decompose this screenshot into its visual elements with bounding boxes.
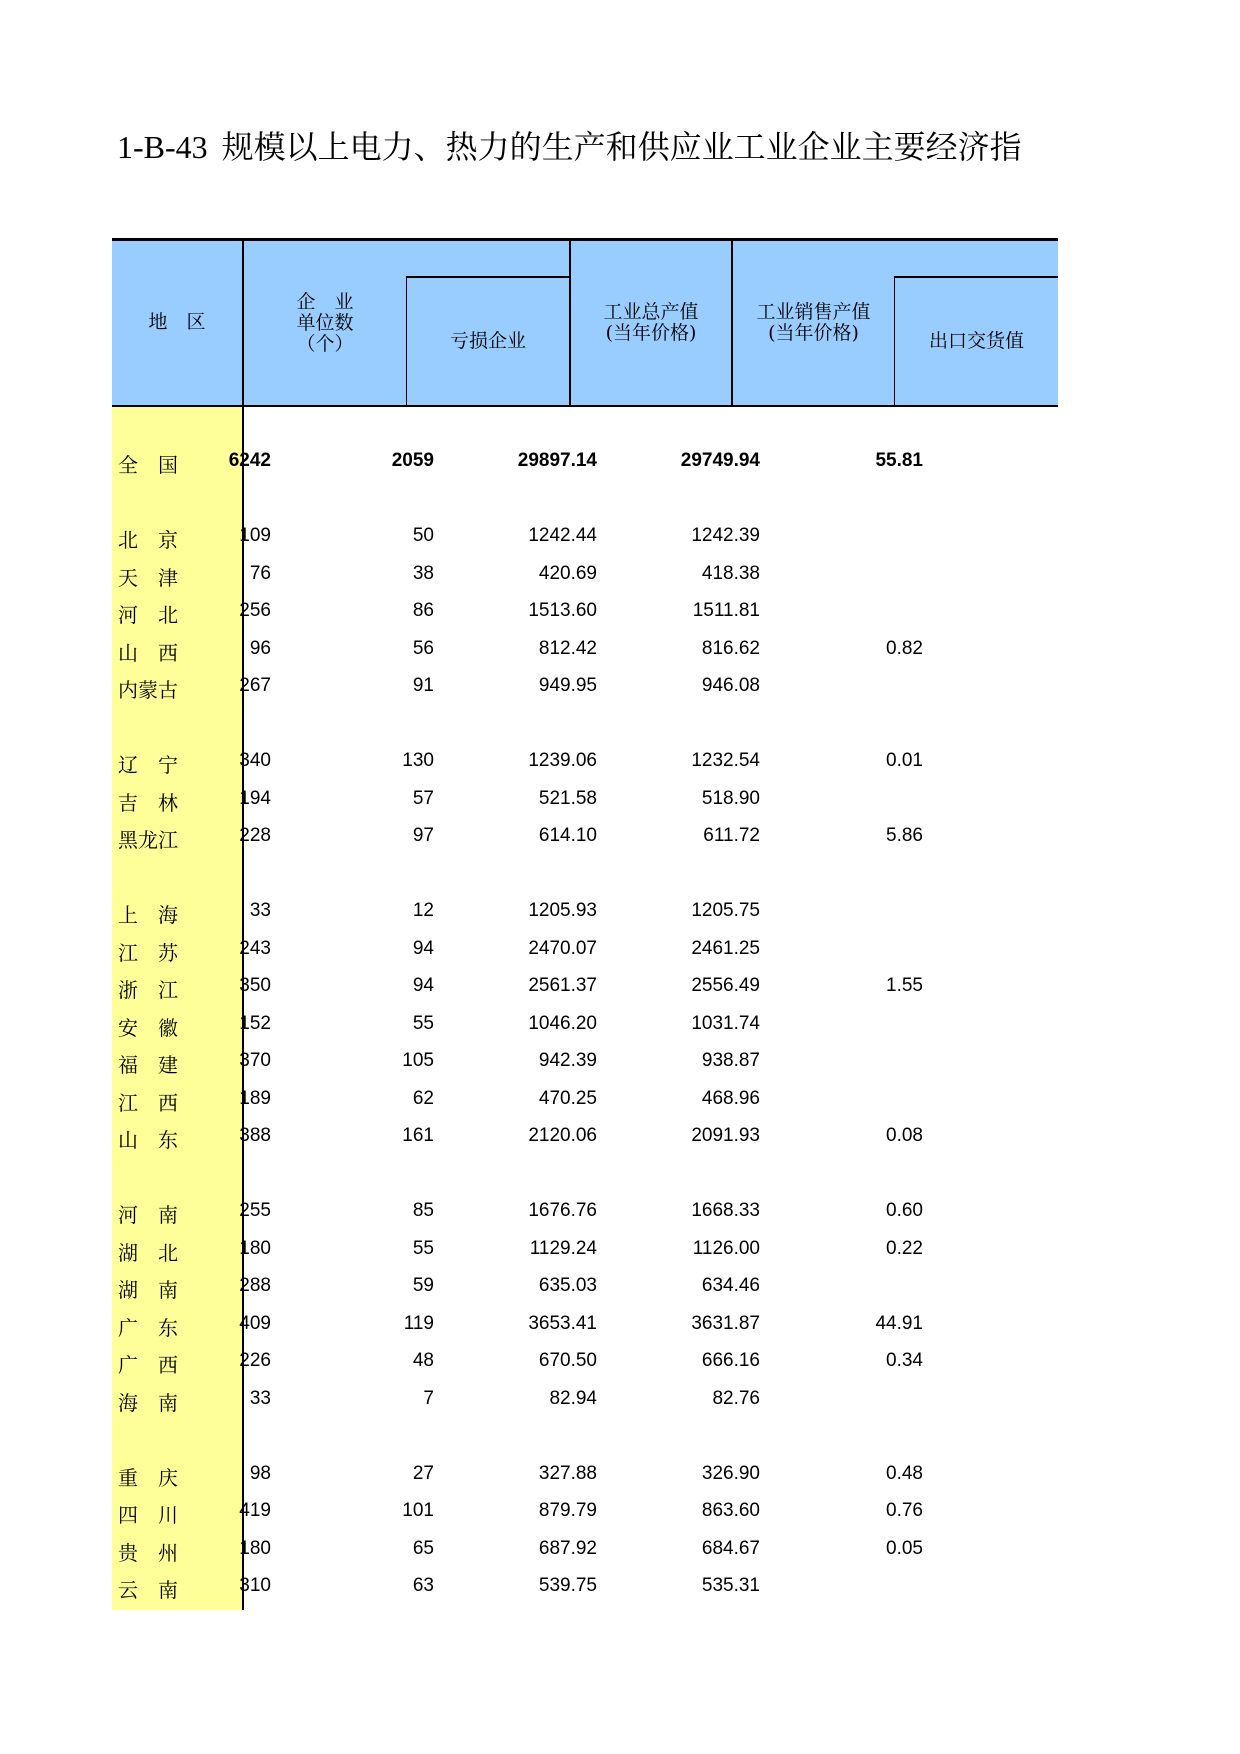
cell-export: 5.86 — [886, 825, 923, 846]
table-row — [112, 1531, 1058, 1567]
cell-units: 267 — [239, 675, 271, 696]
region-name: 云 南 — [118, 1578, 178, 1602]
region-name: 全 国 — [118, 453, 178, 477]
table-row — [112, 743, 1058, 779]
cell-gross: 879.79 — [538, 1500, 597, 1521]
cell-export: 44.91 — [875, 1313, 923, 1334]
header-region: 地 区 — [148, 311, 206, 333]
cell-sales: 2091.93 — [691, 1125, 760, 1146]
cell-export: 0.34 — [886, 1350, 923, 1371]
cell-sales: 2556.49 — [691, 975, 760, 996]
header-bottom-border — [112, 405, 1058, 407]
cell-gross: 1046.20 — [528, 1013, 597, 1034]
header-top-border — [112, 238, 1058, 241]
cell-sales: 1242.39 — [691, 525, 760, 546]
region-name: 天 津 — [118, 566, 178, 590]
subheader-line-sales — [895, 276, 1058, 278]
cell-sales: 1511.81 — [692, 600, 760, 621]
cell-loss: 38 — [412, 563, 434, 584]
cell-units: 194 — [239, 788, 271, 809]
region-name: 江 西 — [118, 1091, 178, 1115]
cell-units: 350 — [239, 975, 271, 996]
table-row — [112, 968, 1058, 1004]
cell-sales: 1232.54 — [691, 750, 760, 771]
region-name: 山 西 — [118, 641, 178, 665]
region-name: 上 海 — [118, 903, 178, 927]
region-name: 辽 宁 — [118, 753, 178, 777]
header-gross-line1: 工业总产值 — [603, 301, 699, 323]
table-row — [112, 1306, 1058, 1342]
cell-units: 98 — [249, 1463, 271, 1484]
table-row — [112, 1268, 1058, 1304]
table-row — [112, 1193, 1058, 1229]
cell-sales: 1205.75 — [691, 900, 760, 921]
cell-gross: 812.42 — [538, 638, 597, 659]
cell-export: 0.22 — [886, 1238, 923, 1259]
header-units-line3: （个） — [296, 333, 354, 355]
cell-loss: 2059 — [391, 450, 434, 471]
cell-export: 55.81 — [875, 450, 923, 471]
region-name: 浙 江 — [118, 978, 178, 1002]
header-units-line2: 单位数 — [296, 312, 354, 334]
cell-loss: 85 — [412, 1200, 434, 1221]
table-row — [112, 818, 1058, 854]
header-gross — [571, 302, 731, 344]
cell-gross: 1239.06 — [528, 750, 597, 771]
cell-loss: 12 — [412, 900, 434, 921]
cell-units: 180 — [239, 1238, 271, 1259]
region-name: 福 建 — [118, 1053, 178, 1077]
cell-export: 0.01 — [886, 750, 923, 771]
table-row — [112, 1456, 1058, 1492]
cell-gross: 635.03 — [538, 1275, 597, 1296]
table-row — [112, 893, 1058, 929]
table-row — [112, 781, 1058, 817]
table-row — [112, 931, 1058, 967]
cell-gross: 2120.06 — [528, 1125, 597, 1146]
cell-units: 152 — [239, 1013, 271, 1034]
cell-units: 340 — [239, 750, 271, 771]
cell-sales: 946.08 — [701, 675, 760, 696]
cell-loss: 94 — [412, 975, 434, 996]
cell-gross: 470.25 — [538, 1088, 597, 1109]
table-row — [112, 1231, 1058, 1267]
cell-gross: 420.69 — [538, 563, 597, 584]
cell-sales: 82.76 — [712, 1388, 760, 1409]
cell-loss: 63 — [412, 1575, 434, 1596]
table-row — [112, 1343, 1058, 1379]
cell-units: 419 — [239, 1500, 271, 1521]
cell-loss: 91 — [412, 675, 434, 696]
cell-loss: 27 — [412, 1463, 434, 1484]
cell-sales: 1031.74 — [691, 1013, 760, 1034]
cell-sales: 938.87 — [701, 1050, 760, 1071]
cell-gross: 521.58 — [538, 788, 597, 809]
header-sales — [733, 302, 894, 344]
cell-sales: 634.46 — [701, 1275, 760, 1296]
region-name: 内蒙古 — [118, 678, 178, 702]
table-row — [112, 1118, 1058, 1154]
cell-loss: 97 — [412, 825, 434, 846]
region-name: 海 南 — [118, 1391, 178, 1415]
cell-sales: 3631.87 — [691, 1313, 760, 1334]
table-row — [112, 556, 1058, 592]
cell-units: 409 — [239, 1313, 271, 1334]
region-name: 江 苏 — [118, 941, 178, 965]
cell-units: 288 — [239, 1275, 271, 1296]
cell-loss: 57 — [412, 788, 434, 809]
cell-sales: 684.67 — [701, 1538, 760, 1559]
table-row — [112, 593, 1058, 629]
cell-units: 33 — [249, 900, 271, 921]
region-name: 河 北 — [118, 603, 178, 627]
cell-sales: 666.16 — [701, 1350, 760, 1371]
region-name: 湖 南 — [118, 1278, 178, 1302]
header-units-line1: 企 业 — [296, 291, 354, 313]
cell-sales: 1126.00 — [692, 1238, 760, 1259]
cell-loss: 119 — [403, 1313, 434, 1334]
cell-units: 310 — [239, 1575, 271, 1596]
table-row — [112, 1081, 1058, 1117]
header-loss: 亏损企业 — [449, 330, 526, 352]
table-row — [112, 1043, 1058, 1079]
table-row — [112, 1381, 1058, 1417]
cell-gross: 687.92 — [538, 1538, 597, 1559]
table-row — [112, 518, 1058, 554]
cell-sales: 1668.33 — [691, 1200, 760, 1221]
cell-sales: 518.90 — [701, 788, 760, 809]
region-name: 北 京 — [118, 528, 178, 552]
table-title-text: 规模以上电力、热力的生产和供应业工业企业主要经济指 — [221, 128, 1022, 166]
cell-gross: 949.95 — [538, 675, 597, 696]
cell-gross: 1242.44 — [528, 525, 597, 546]
cell-units: 228 — [239, 825, 271, 846]
subheader-line-units — [406, 276, 569, 278]
cell-units: 243 — [239, 938, 271, 959]
region-name: 重 庆 — [118, 1466, 178, 1490]
page-title — [117, 122, 1022, 168]
total-row — [112, 443, 1058, 479]
region-name: 四 川 — [118, 1503, 178, 1527]
cell-sales: 2461.25 — [691, 938, 760, 959]
cell-gross: 1129.24 — [529, 1238, 597, 1259]
cell-sales: 326.90 — [701, 1463, 760, 1484]
cell-loss: 7 — [423, 1388, 434, 1409]
cell-loss: 62 — [412, 1088, 434, 1109]
table-row — [112, 1006, 1058, 1042]
cell-loss: 55 — [412, 1238, 434, 1259]
cell-units: 370 — [239, 1050, 271, 1071]
cell-gross: 1676.76 — [528, 1200, 597, 1221]
cell-gross: 670.50 — [538, 1350, 597, 1371]
cell-units: 189 — [239, 1088, 271, 1109]
cell-loss: 161 — [402, 1125, 434, 1146]
table-code: 1-B-43 — [117, 129, 208, 165]
cell-units: 180 — [239, 1538, 271, 1559]
header-gross-line2: (当年价格) — [605, 322, 697, 344]
cell-loss: 50 — [412, 525, 434, 546]
cell-export: 0.60 — [886, 1200, 923, 1221]
header-units — [244, 292, 406, 355]
region-name: 安 徽 — [118, 1016, 178, 1040]
cell-loss: 94 — [412, 938, 434, 959]
cell-sales: 816.62 — [701, 638, 760, 659]
cell-export: 1.55 — [886, 975, 923, 996]
cell-loss: 105 — [402, 1050, 434, 1071]
cell-loss: 59 — [412, 1275, 434, 1296]
table-row — [112, 668, 1058, 704]
cell-gross: 614.10 — [538, 825, 597, 846]
cell-loss: 55 — [412, 1013, 434, 1034]
cell-gross: 327.88 — [538, 1463, 597, 1484]
region-name: 广 东 — [118, 1316, 178, 1340]
cell-sales: 611.72 — [703, 825, 760, 846]
cell-gross: 1205.93 — [528, 900, 597, 921]
cell-export: 0.05 — [886, 1538, 923, 1559]
cell-loss: 86 — [412, 600, 434, 621]
cell-units: 6242 — [228, 450, 271, 471]
cell-gross: 3653.41 — [528, 1313, 597, 1334]
cell-gross: 2561.37 — [528, 975, 597, 996]
region-name: 山 东 — [118, 1128, 178, 1152]
cell-export: 0.76 — [886, 1500, 923, 1521]
cell-sales: 863.60 — [701, 1500, 760, 1521]
cell-gross: 1513.60 — [528, 600, 597, 621]
cell-gross: 942.39 — [538, 1050, 597, 1071]
cell-loss: 130 — [402, 750, 434, 771]
region-name: 吉 林 — [118, 791, 178, 815]
region-name: 黑龙江 — [118, 828, 178, 852]
region-name: 贵 州 — [118, 1541, 178, 1565]
cell-units: 76 — [249, 563, 271, 584]
cell-loss: 48 — [412, 1350, 434, 1371]
cell-gross: 539.75 — [538, 1575, 597, 1596]
cell-units: 255 — [239, 1200, 271, 1221]
cell-sales: 29749.94 — [680, 450, 760, 471]
cell-loss: 65 — [412, 1538, 434, 1559]
cell-loss: 101 — [402, 1500, 434, 1521]
header-sales-line2: (当年价格) — [768, 322, 859, 344]
cell-sales: 418.38 — [701, 563, 760, 584]
cell-gross: 2470.07 — [528, 938, 597, 959]
table-row — [112, 1568, 1058, 1604]
cell-export: 0.08 — [886, 1125, 923, 1146]
cell-units: 256 — [239, 600, 271, 621]
cell-units: 109 — [239, 525, 271, 546]
cell-units: 96 — [249, 638, 271, 659]
cell-gross: 82.94 — [549, 1388, 597, 1409]
cell-sales: 468.96 — [701, 1088, 760, 1109]
cell-units: 33 — [249, 1388, 271, 1409]
cell-gross: 29897.14 — [517, 450, 597, 471]
cell-units: 388 — [239, 1125, 271, 1146]
cell-sales: 535.31 — [701, 1575, 760, 1596]
region-name: 河 南 — [118, 1203, 178, 1227]
cell-loss: 56 — [412, 638, 434, 659]
header-sales-line1: 工业销售产值 — [756, 301, 871, 323]
region-name: 湖 北 — [118, 1241, 178, 1265]
table-row — [112, 1493, 1058, 1529]
cell-export: 0.82 — [886, 638, 923, 659]
cell-export: 0.48 — [886, 1463, 923, 1484]
table-row — [112, 631, 1058, 667]
region-name: 广 西 — [118, 1353, 178, 1377]
cell-units: 226 — [239, 1350, 271, 1371]
header-export: 出口交货值 — [928, 330, 1024, 352]
